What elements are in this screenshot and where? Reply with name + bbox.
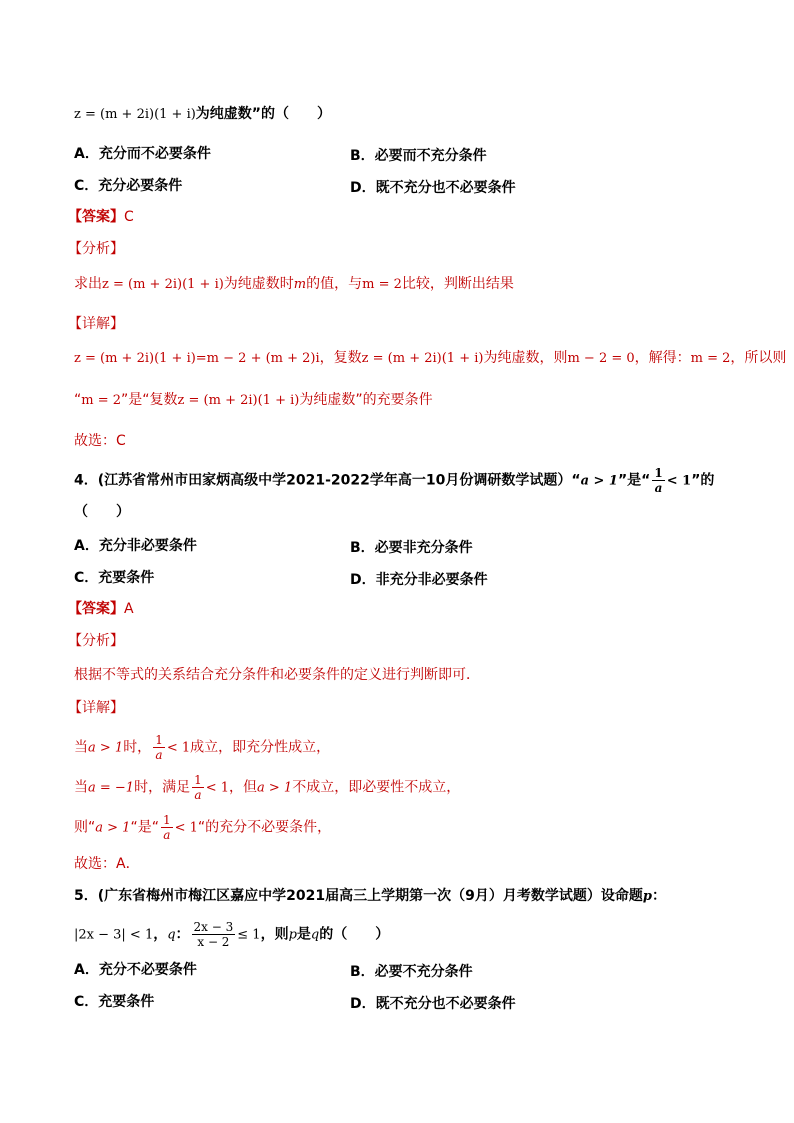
q4-paren: （ ） — [74, 504, 130, 520]
q4-answer-value: A — [124, 601, 134, 617]
q4-d1-lt: < 1 — [166, 740, 191, 756]
q3-detail-label: 【详解】 — [68, 316, 124, 332]
q4-answer-label: 【答案】 — [68, 601, 124, 617]
q5-abs-expr: |2x − 3| < 1 — [74, 927, 154, 943]
q4-d3-den: a — [163, 828, 171, 842]
q3-detail-line — [74, 349, 786, 368]
q4-d1-math: a > 1 — [88, 740, 124, 756]
q4-d2-math: a = −1 — [88, 780, 135, 796]
q3-stem-math: z = (m + 2i)(1 + i) — [74, 107, 196, 122]
q4-stem-mid: ”是“ — [617, 472, 651, 489]
q5-l2-t1: ， — [153, 926, 168, 943]
q4-d1-den: a — [155, 748, 163, 762]
q4-analysis-label: 【分析】 — [68, 633, 124, 649]
q3-concl-t1: ”是“复数 — [121, 392, 178, 408]
q4-stem-lt: < 1 — [666, 473, 692, 489]
q3-stem — [74, 105, 331, 124]
q3-analysis-label: 【分析】 — [68, 241, 124, 257]
q4-d1-pre: 当 — [74, 739, 88, 756]
q4-d1-post: 成立，即充分性成立， — [190, 739, 331, 756]
q4-d3-num: 1 — [162, 813, 171, 827]
q3-option-d: D．既不充分也不必要条件 — [350, 180, 516, 196]
q4-d2-mid2: ，但 — [229, 779, 258, 796]
q4-d3-math: a > 1 — [95, 820, 131, 836]
q3-detail-math3: m − 2 = 0 — [567, 351, 635, 366]
q5-l2-p: p — [288, 927, 297, 943]
q5-l2-q: q — [167, 927, 176, 943]
q5-l2-q2: q — [310, 927, 320, 943]
q4-stem-math: a > 1 — [580, 473, 618, 489]
q3-stem-text: 为纯虚数”的（ ） — [195, 106, 331, 122]
q3-detail-math1: z = (m + 2i)(1 + i)=m − 2 + (m + 2)i — [74, 351, 320, 366]
q4-d2-den: a — [194, 788, 202, 802]
q4-option-c: C．充要条件 — [74, 570, 155, 586]
q4-detail-line-1 — [74, 733, 330, 762]
q4-option-b: B．必要非充分条件 — [350, 540, 473, 556]
q3-analysis-math1: z = (m + 2i)(1 + i) — [102, 277, 224, 292]
q5-option-c: C．充要条件 — [74, 994, 155, 1010]
q4-stem-frac-den: a — [654, 481, 663, 495]
q4-d2-mid: 时，满足 — [134, 779, 191, 796]
q3-analysis-math2: m = 2 — [362, 277, 402, 292]
q4-analysis-text: 根据不等式的关系结合充分条件和必要条件的定义进行判断即可． — [74, 667, 480, 683]
q4-d2-pre: 当 — [74, 779, 88, 796]
q4-detail-line-3 — [74, 813, 331, 842]
q3-analysis-mid: 为纯虚数时 — [223, 276, 294, 292]
q4-option-a: A．充分非必要条件 — [74, 538, 197, 554]
q5-stem-head: 5．(广东省梅州市梅江区嘉应中学2021届高三上学期第一次（9月）月考数学试题）设命题 — [74, 888, 643, 904]
q5-l2-le: ≤ 1 — [237, 927, 261, 943]
q3-option-c: C．充分必要条件 — [74, 178, 183, 194]
q5-frac-den: x − 2 — [197, 935, 230, 949]
q4-d2-math2: a > 1 — [257, 780, 293, 796]
q5-option-d: D．既不充分也不必要条件 — [350, 996, 516, 1012]
q3-analysis-text — [74, 275, 514, 294]
q3-analysis-pre: 求出 — [74, 276, 102, 292]
q4-stem — [74, 466, 714, 495]
q4-stem-end: ”的 — [691, 472, 715, 489]
q4-d2-post: 不成立，即必要性不成立， — [292, 779, 461, 796]
q3-detail-math4: m = 2 — [690, 351, 731, 366]
q5-option-a: A．充分不必要条件 — [74, 962, 197, 978]
q3-concl-math1: m = 2 — [81, 393, 122, 408]
q5-l2-t4: 是 — [296, 926, 311, 943]
q5-stem — [74, 887, 666, 906]
q4-detail-label: 【详解】 — [68, 700, 124, 716]
q5-stem-var: p — [642, 889, 652, 904]
q4-d2-fraction — [192, 773, 204, 802]
q4-d1-num: 1 — [155, 733, 163, 747]
q4-d3-lt: < 1 — [174, 820, 198, 836]
q5-stem-colon: ： — [651, 888, 666, 904]
q5-fraction — [192, 920, 236, 949]
q4-d3-pre: 则“ — [74, 819, 96, 836]
q4-d1-mid: 时， — [123, 739, 152, 756]
q3-concl-t2: 为纯虚数”的充要条件 — [299, 392, 433, 408]
q3-option-a: A．充分而不必要条件 — [74, 146, 211, 162]
q4-d3-mid: “是“ — [130, 819, 159, 836]
q3-detail-t3: ，解得： — [634, 350, 691, 366]
q3-answer — [68, 208, 134, 226]
q4-stem-head: 4．(江苏省常州市田家炳高级中学2021-2022学年高一10月份调研数学试题）“ — [74, 472, 581, 489]
q4-answer — [68, 600, 134, 618]
q4-option-d: D．非充分非必要条件 — [350, 572, 488, 588]
q3-analysis-post: 比较，判断出结果 — [401, 276, 514, 292]
q5-frac-num: 2x − 3 — [193, 920, 234, 934]
q4-d2-num: 1 — [194, 773, 202, 787]
q5-stem-line-2 — [74, 920, 389, 949]
q3-detail-math2: z = (m + 2i)(1 + i) — [361, 351, 484, 366]
q4-choose: 故选：A． — [74, 856, 140, 872]
q4-d3-post: “的充分不必要条件， — [197, 819, 332, 836]
q4-stem-fraction — [652, 466, 664, 495]
q4-d3-fraction — [161, 813, 173, 842]
q3-option-b: B．必要而不充分条件 — [350, 148, 487, 164]
q5-l2-t3: ，则 — [260, 926, 289, 943]
q5-option-b: B．必要不充分条件 — [350, 964, 473, 980]
q4-d1-fraction — [153, 733, 165, 762]
q3-answer-value: C — [124, 209, 134, 225]
q3-concl-math2: z = (m + 2i)(1 + i) — [177, 393, 300, 408]
q5-l2-t5: 的（ ） — [319, 926, 390, 943]
q3-answer-label: 【答案】 — [68, 209, 124, 225]
q3-detail-t1: ，复数 — [319, 350, 362, 366]
q3-detail-t4: ，所以则 — [730, 350, 787, 366]
q3-concl-q1: “ — [74, 392, 82, 408]
q3-conclusion-line — [74, 391, 433, 410]
q3-detail-t2: 为纯虚数，则 — [483, 350, 568, 366]
q4-d2-lt: < 1 — [205, 780, 230, 796]
q5-l2-t2: ： — [175, 926, 190, 943]
q3-choose: 故选：C — [74, 433, 126, 449]
q3-analysis-var: m — [293, 277, 307, 292]
q4-stem-frac-num: 1 — [654, 466, 663, 480]
q3-analysis-mid2: 的值，与 — [306, 276, 363, 292]
q4-detail-line-2 — [74, 773, 460, 802]
